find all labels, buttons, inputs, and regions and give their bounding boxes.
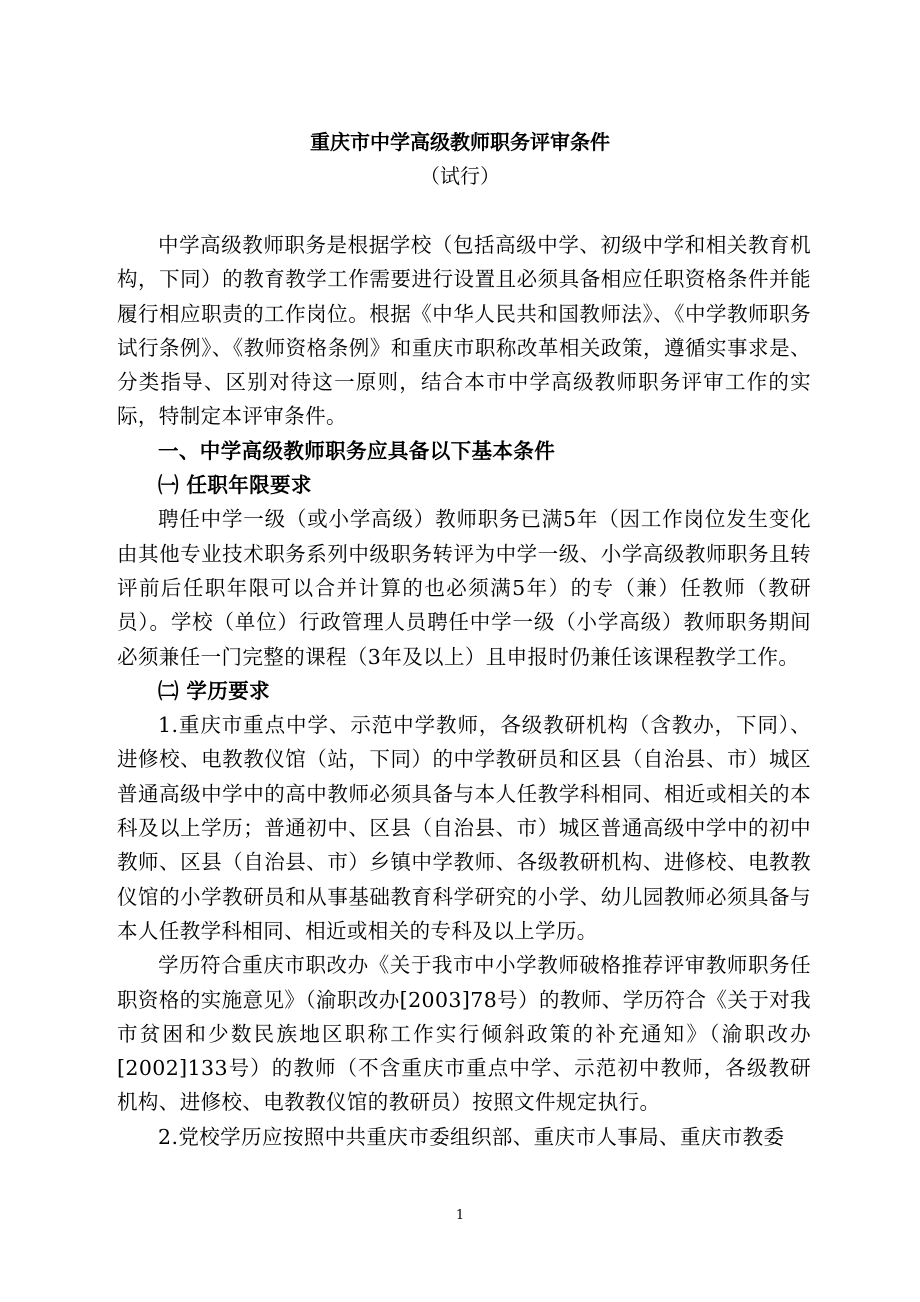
intro-paragraph: 中学高级教师职务是根据学校（包括高级中学、初级中学和相关教育机构，下同）的教育教学工作需要进行设置且必须具备相应任职资格条件并能履行相应职责的工作岗位。根据《中华人民共和国教师法》、《中学教师职务试行条例》、《教师资格条例》和重庆市职称改革相关政策，遵循实事求是、分类指导、区别对待这一原则，结合本市中学高级教师职务评审工作的实际，特制定本评审条件。 (117, 233, 811, 429)
document-title: 重庆市中学高级教师职务评审条件 (310, 130, 610, 154)
education-paragraph-1: 1.重庆市重点中学、示范中学教师，各级教研机构（含教办，下同）、进修校、电教教仪馆（站，下同）的中学教研员和区县（自治县、市）城区普通高级中学中的高中教师必须具备与本人任教学科相同、相近或相关的本科及以上学历；普通初中、区县（自治县、市）城区普通高级中学中的初中教师、区县（自治县、市）乡镇中学教师、各级教研机构、进修校、电教教仪馆的小学教研员和从事基础教育科学研究的小学、幼儿园教师必须具备与本人任教学科相同、相近或相关的专科及以上学历。 (117, 713, 811, 943)
document-subtitle: （试行） (420, 164, 500, 188)
subsection-heading-1: ㈠ 任职年限要求 (158, 473, 312, 498)
tenure-paragraph: 聘任中学一级（或小学高级）教师职务已满5年（因工作岗位发生变化由其他专业技术职务系列中级职务转评为中学一级、小学高级教师职务且转评前后任职年限可以合并计算的也必须满5年）的专（兼）任教师（教研员）。学校（单位）行政管理人员聘任中学一级（小学高级）教师职务期间必须兼任一门完整的课程（3年及以上）且申报时仍兼任该课程教学工作。 (117, 507, 811, 669)
education-paragraph-2: 学历符合重庆市职改办《关于我市中小学教师破格推荐评审教师职务任职资格的实施意见》（渝职改办[2003]78号）的教师、学历符合《关于对我市贫困和少数民族地区职称工作实行倾斜政策的补充通知》（渝职改办[2002]133号）的教师（不含重庆市重点中学、示范初中教师，各级教研机构、进修校、电教教仪馆的教研员）按照文件规定执行。 (117, 953, 811, 1115)
subsection-heading-2: ㈡ 学历要求 (158, 678, 271, 703)
document-body (117, 228, 811, 1154)
education-paragraph-3: 2.党校学历应按照中共重庆市委组织部、重庆市人事局、重庆市教委 (158, 1124, 785, 1149)
page-number: 1 (455, 1208, 465, 1223)
section-heading-1: 一、中学高级教师职务应具备以下基本条件 (158, 438, 556, 463)
